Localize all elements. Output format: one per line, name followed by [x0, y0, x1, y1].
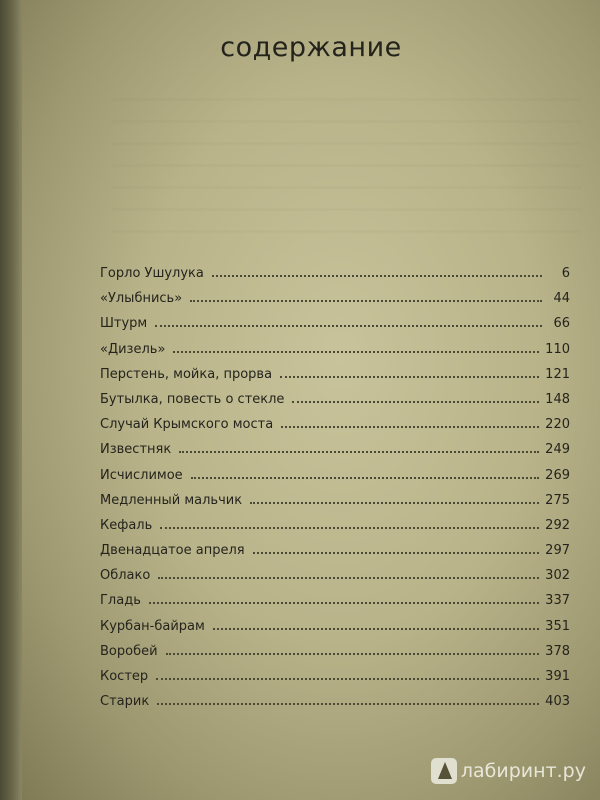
toc-entry — [100, 367, 570, 392]
toc-entry-page: 391 — [545, 669, 570, 684]
toc-leader-dots — [160, 525, 539, 529]
toc-entry — [100, 518, 570, 543]
toc-leader-dots — [280, 374, 539, 378]
toc-entry-title: Перстень, мойка, прорва — [100, 366, 273, 382]
labirint-watermark — [431, 758, 586, 784]
toc-entry — [100, 493, 570, 518]
toc-entry — [100, 392, 570, 417]
toc-entry-page: 275 — [545, 492, 570, 508]
toc-entry — [100, 468, 570, 493]
toc-entry — [100, 266, 570, 291]
toc-leader-dots — [292, 399, 539, 403]
toc-entry-title: «Дизель» — [100, 341, 166, 357]
toc-entry-page: 148 — [545, 391, 570, 407]
toc-leader-dots — [166, 651, 540, 655]
toc-entry — [100, 316, 570, 341]
toc-leader-dots — [190, 298, 542, 302]
toc-leader-dots — [155, 323, 542, 327]
toc-entry-title: Медленный мальчик — [100, 492, 243, 508]
toc-entry-page: 44 — [553, 291, 570, 307]
toc-entry-page: 6 — [561, 266, 570, 281]
toc-entry-title: Курбан-байрам — [100, 618, 205, 634]
toc-entry-title: Облако — [100, 568, 151, 584]
toc-leader-dots — [156, 676, 539, 680]
toc-leader-dots — [281, 424, 539, 428]
toc-entry-title: Горло Ушулука — [100, 266, 204, 281]
book-spine-shadow — [0, 0, 22, 800]
toc-entry-title: «Улыбнись» — [100, 291, 183, 307]
toc-entry — [100, 291, 570, 316]
page-title: содержание — [220, 32, 402, 63]
toc-entry-page: 297 — [545, 543, 570, 559]
toc-entry-page: 110 — [545, 341, 570, 357]
toc-entry-title: Исчислимое — [100, 467, 183, 483]
toc-entry — [100, 342, 570, 367]
toc-leader-dots — [157, 701, 539, 705]
toc-leader-dots — [173, 349, 539, 353]
toc-leader-dots — [253, 550, 540, 554]
toc-entry — [100, 694, 570, 719]
toc-entry-title: Костер — [100, 669, 149, 684]
toc-entry-title: Двенадцатое апреля — [100, 543, 245, 559]
toc-entry — [100, 568, 570, 593]
toc-entry — [100, 644, 570, 669]
toc-entry-title: Воробей — [100, 643, 158, 659]
toc-entry-page: 249 — [545, 442, 570, 458]
toc-entry — [100, 543, 570, 568]
toc-leader-dots — [250, 500, 539, 504]
toc-entry-title: Известняк — [100, 442, 172, 458]
toc-entry — [100, 417, 570, 442]
toc-leader-dots — [213, 626, 539, 630]
toc-entry — [100, 593, 570, 618]
toc-entry-title: Бутылка, повесть о стекле — [100, 391, 285, 407]
toc-entry-page: 378 — [545, 643, 570, 659]
toc-entry-page: 302 — [545, 568, 570, 584]
toc-entry-title: Штурм — [100, 316, 148, 332]
toc-entry-page: 292 — [545, 517, 570, 533]
watermark-text: лабиринт.ру — [460, 760, 586, 782]
toc-leader-dots — [179, 449, 539, 453]
toc-leader-dots — [149, 600, 539, 604]
toc-entry-title: Старик — [100, 694, 150, 710]
toc-leader-dots — [191, 475, 540, 479]
toc-entry-title: Кефаль — [100, 517, 153, 533]
toc-entry — [100, 442, 570, 467]
toc-entry-title: Случай Крымского моста — [100, 417, 274, 433]
toc-entry-page: 337 — [545, 593, 570, 609]
toc-entry-page: 66 — [553, 316, 570, 332]
table-of-contents — [100, 266, 570, 719]
toc-entry-page: 403 — [545, 694, 570, 710]
toc-leader-dots — [158, 575, 539, 579]
toc-entry-page: 220 — [545, 417, 570, 433]
toc-leader-dots — [212, 273, 542, 277]
toc-entry — [100, 669, 570, 694]
toc-entry-page: 121 — [545, 366, 570, 382]
toc-entry-page: 269 — [545, 467, 570, 483]
toc-entry — [100, 619, 570, 644]
bleed-through-text — [112, 80, 582, 250]
toc-entry-page: 351 — [545, 618, 570, 634]
labirint-logo-icon — [431, 758, 457, 784]
toc-entry-title: Гладь — [100, 593, 141, 609]
